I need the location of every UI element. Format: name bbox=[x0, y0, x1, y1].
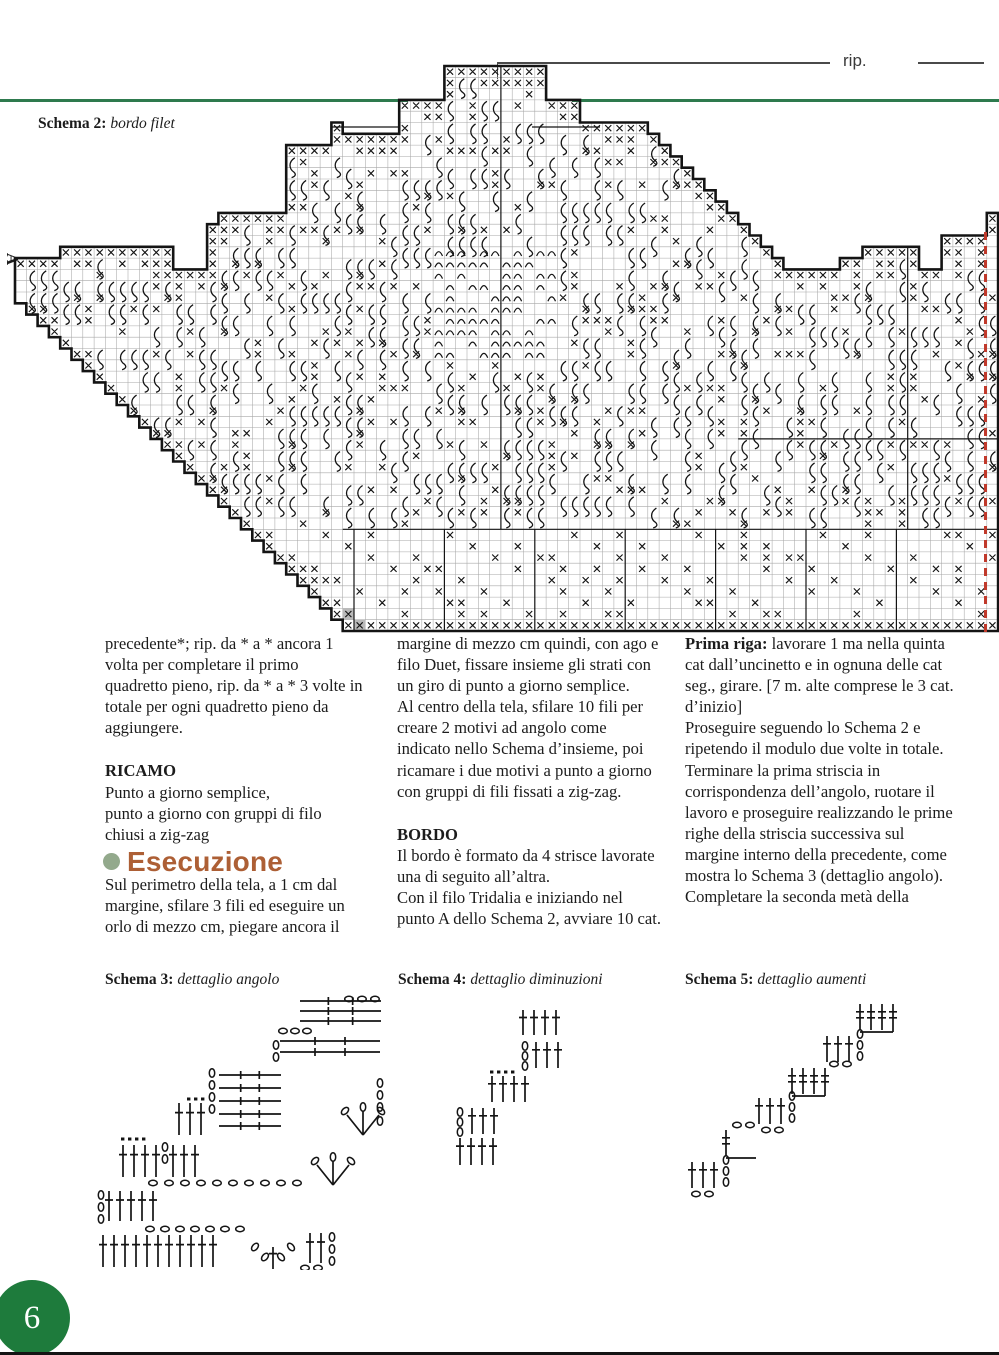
paragraph: Completare la seconda metà della bbox=[685, 887, 909, 907]
text-column-3 bbox=[685, 633, 957, 907]
paragraph: Prima riga: lavorare 1 ma nella quinta cat dall’uncinetto e in ognuna delle cat seg., girare. [7 m. alte comprese le 3 cat. d’inizio] bbox=[685, 634, 954, 717]
repeat-dashed-line bbox=[984, 232, 987, 636]
paragraph: Punto a giorno semplice, bbox=[105, 782, 270, 802]
schema2-subtitle: bordo filet bbox=[110, 115, 175, 132]
schema4-caption: Schema 4: dettaglio diminuzioni bbox=[398, 971, 603, 988]
chart-start-point-label: A bbox=[3, 252, 23, 266]
repeat-label: rip. bbox=[843, 51, 867, 70]
page-number-badge bbox=[0, 1280, 70, 1355]
paragraph: Sul perimetro della tela, a 1 cm dal margine, sfilare 3 fili ed eseguire un orlo di mezzo cm, piegare ancora il bbox=[105, 874, 345, 937]
paragraph: Al centro della tela, sfilare 10 fili per creare 2 motivi ad angolo come indicato nello Schema d’insieme, poi ricamare i due motivi a punto a giorno con gruppi di fili fissati a zig-zag. bbox=[397, 697, 652, 801]
section-bullet-icon bbox=[103, 853, 120, 870]
schema3-caption: Schema 3: dettaglio angolo bbox=[105, 971, 280, 988]
esecuzione-heading: Esecuzione bbox=[127, 845, 284, 877]
text-column-1 bbox=[105, 633, 363, 937]
paragraph: Il bordo è formato da 4 strisce lavorate una di seguito all’altra. bbox=[397, 845, 655, 886]
text-column-2 bbox=[397, 633, 663, 929]
paragraph: Con il filo Tridalia e iniziando nel punto A dello Schema 2, avviare 10 cat. bbox=[397, 888, 662, 929]
schema5-caption: Schema 5: dettaglio aumenti bbox=[685, 971, 867, 988]
paragraph: margine di mezzo cm quindi, con ago e filo Duet, fissare insieme gli strati con un giro di punto a giorno semplice. bbox=[397, 634, 659, 696]
paragraph: precedente*; rip. da * a * ancora 1 volta per completare il primo quadretto pieno, rip. da * a * 3 volte in totale per ogni quadretto pieno da aggiungere. bbox=[105, 634, 363, 738]
schema3-corner-diagram bbox=[95, 995, 390, 1270]
paragraph: Proseguire seguendo lo Schema 2 e ripetendo il modulo due volte in totale. Terminare la prima striscia in corrispondenza dell’angolo, ruotare il lavoro e proseguire realizzando le prime righe della striscia successiva sul margine interno della precedente, come mostra lo Schema 3 (dettaglio angolo). bbox=[685, 718, 953, 886]
schema2-label: Schema 2: bbox=[38, 115, 107, 132]
schema5-increase-diagram bbox=[680, 992, 920, 1217]
subhead-ricamo: RICAMO bbox=[105, 761, 176, 781]
schema4-decrease-diagram bbox=[440, 1000, 650, 1180]
schema2-filet-chart bbox=[0, 55, 999, 635]
subhead-bordo: BORDO bbox=[397, 824, 458, 844]
paragraph: punto a giorno con gruppi di filo chiusi a zig-zag bbox=[105, 803, 322, 844]
lead-prima-riga: Prima riga: bbox=[685, 634, 768, 653]
page-number: 6 bbox=[23, 1299, 41, 1336]
